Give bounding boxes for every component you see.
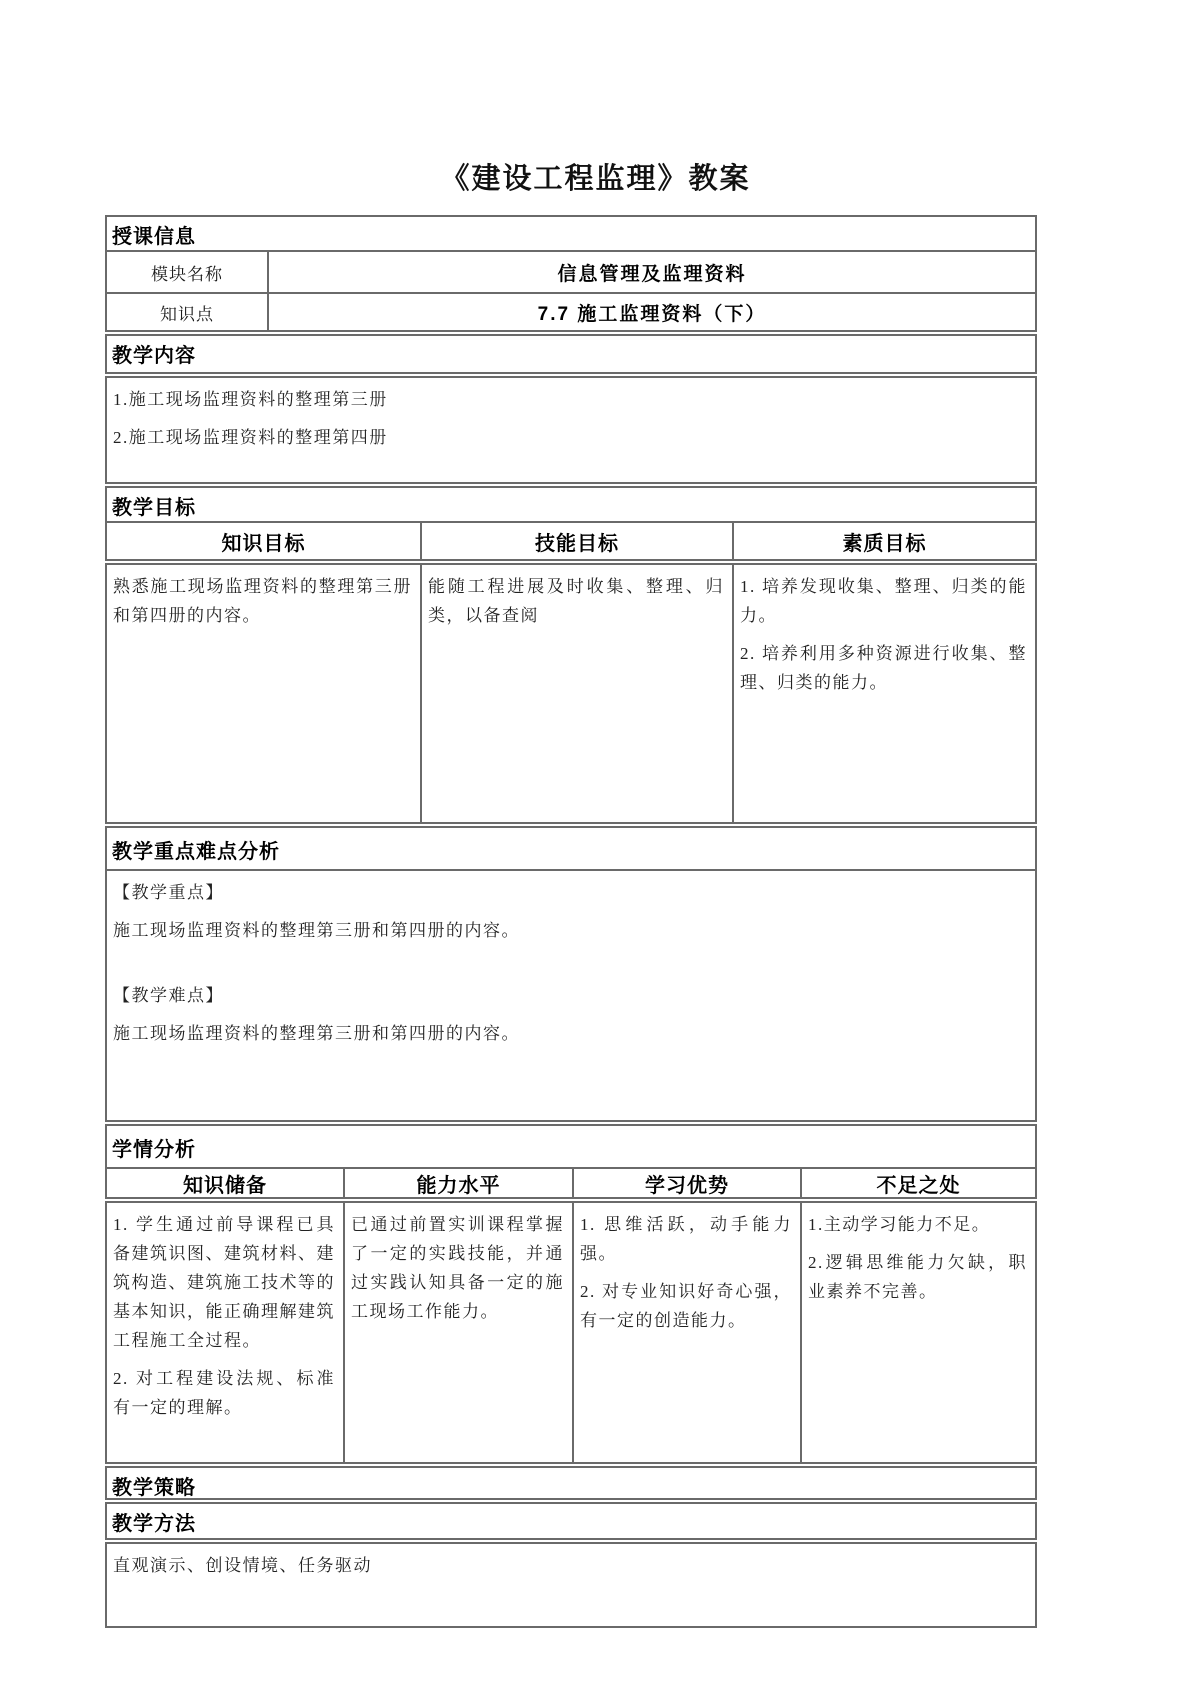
weakness-item: 1.主动学习能力不足。 [808,1215,991,1234]
teaching-content-item: 1.施工现场监理资料的整理第三册 [113,390,388,409]
blank-line [113,954,1027,981]
page-title: 《建设工程监理》教案 [440,163,751,195]
learner-analysis-header: 学情分析 [107,1126,1035,1169]
section-teaching-content [105,334,1037,374]
teaching-content-header: 教学内容 [112,345,196,367]
lesson-plan-table [105,215,1037,1630]
difficulty-text: 施工现场监理资料的整理第三册和第四册的内容。 [113,1024,520,1043]
difficulty-label: 【教学难点】 [113,986,224,1005]
learner-cell-knowledge-reserve [107,1203,345,1462]
objectives-content-row [105,563,1037,824]
section-teaching-method [105,1502,1037,1540]
learner-cell-learning-strength [574,1203,802,1462]
learning-strength-item: 2. 对专业知识好奇心强，有一定的创造能力。 [580,1282,792,1330]
key-difficulty-body [107,871,1035,1120]
teaching-strategy-header: 教学策略 [112,1477,196,1499]
objective-column-header-skill: 技能目标 [422,523,734,559]
objective-quality-item: 2. 培养利用多种资源进行收集、整理、归类的能力。 [740,644,1027,692]
teaching-method-header: 教学方法 [112,1513,196,1535]
lecture-info-header: 授课信息 [107,217,1035,252]
learner-content-row [105,1201,1037,1464]
objective-quality-item: 1. 培养发现收集、整理、归类的能力。 [740,577,1027,625]
learner-column-header-ability-level: 能力水平 [345,1169,574,1197]
knowledge-point-row [107,294,1035,330]
knowledge-point-value: 7.7 施工监理资料（下） [537,303,767,325]
focus-label: 【教学重点】 [113,883,224,902]
learner-column-header-knowledge-reserve: 知识储备 [107,1169,345,1197]
objectives-column-headers [107,523,1035,559]
learner-column-headers [107,1169,1035,1197]
section-key-difficulty [105,826,1037,1122]
learner-cell-ability-level [345,1203,574,1462]
learner-column-header-learning-strength: 学习优势 [574,1169,802,1197]
teaching-method-text: 直观演示、创设情境、任务驱动 [113,1556,372,1575]
knowledge-point-label: 知识点 [107,294,269,330]
teaching-content-body [105,376,1037,484]
objective-column-header-quality: 素质目标 [842,532,927,555]
section-lecture-info [105,215,1037,332]
teaching-objectives-header: 教学目标 [107,488,1035,523]
ability-level-text: 已通过前置实训课程掌握了一定的实践技能，并通过实践认知具备一定的施工现场工作能力。 [351,1215,564,1321]
section-learner-analysis [105,1124,1037,1199]
focus-text: 施工现场监理资料的整理第三册和第四册的内容。 [113,921,520,940]
learner-cell-weakness [802,1203,1035,1462]
section-teaching-objectives [105,486,1037,561]
module-name-label: 模块名称 [107,252,269,292]
section-teaching-strategy [105,1466,1037,1500]
learning-strength-item: 1. 思维活跃，动手能力强。 [580,1215,792,1263]
key-difficulty-header: 教学重点难点分析 [107,828,1035,871]
module-name-value: 信息管理及监理资料 [557,263,747,285]
objective-cell-quality [734,565,1035,822]
objective-cell-skill [422,565,734,822]
knowledge-reserve-item: 2. 对工程建设法规、标准有一定的理解。 [113,1369,335,1417]
weakness-item: 2.逻辑思维能力欠缺，职业素养不完善。 [808,1253,1027,1301]
module-name-row [107,252,1035,294]
objective-column-header-knowledge: 知识目标 [107,523,422,559]
teaching-content-item: 2.施工现场监理资料的整理第四册 [113,428,388,447]
learner-column-header-weakness: 不足之处 [876,1174,961,1197]
knowledge-reserve-item: 1. 学生通过前导课程已具备建筑识图、建筑材料、建筑构造、建筑施工技术等的基本知识，能正确理解建筑工程施工全过程。 [113,1215,335,1350]
objective-knowledge-text: 熟悉施工现场监理资料的整理第三册和第四册的内容。 [113,577,412,625]
objective-cell-knowledge [107,565,422,822]
objective-skill-text: 能随工程进展及时收集、整理、归类，以备查阅 [428,577,724,625]
teaching-method-body [105,1542,1037,1628]
